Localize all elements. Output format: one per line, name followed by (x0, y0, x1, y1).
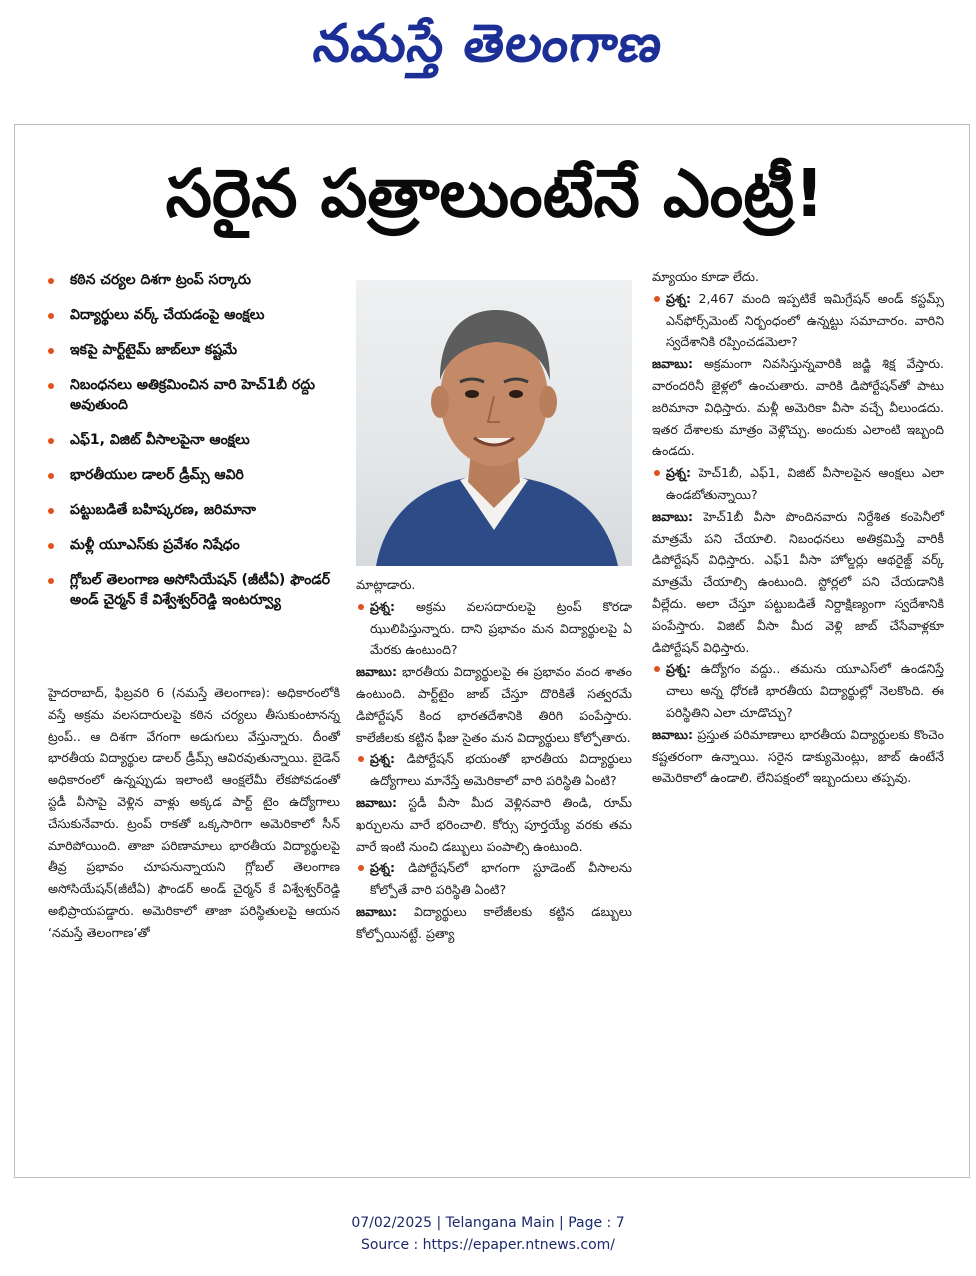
bullet-icon (48, 578, 54, 584)
question-block: ప్రశ్న: హెచ్1బీ, ఎఫ్1, విజిట్ వీసాలపైన ఆంక్షలు ఎలా ఉండబోతున్నాయి? (652, 462, 944, 506)
answer-block: జవాబు: భారతీయ విద్యార్థులపై ఈ ప్రభావం వంద శాతం ఉంటుంది. పార్ట్‌టైం జాబ్ చేస్తూ దొరికితే సత్వరమే డిపోర్టేషన్ కింద భారతదేశానికి తిరిగి పంపేస్తారు. కాలేజీలకు కట్టిన ఫీజు సైతం మన విద్యార్థులు కోల్పోతారు. (356, 664, 632, 745)
article-column-2 (356, 574, 632, 945)
highlights-list (48, 270, 348, 625)
bullet-icon (48, 383, 54, 389)
highlight-item: ఎఫ్1, విజిట్ వీసాలపైనా ఆంక్షలు (48, 430, 348, 450)
question-block: ప్రశ్న: 2,467 మంది ఇప్పటికే ఇమిగ్రేషన్ అండ్ కస్టమ్స్ ఎన్‌ఫోర్స్‌మెంట్ నిర్బంధంలో ఉన్నట్టు సమాచారం. వారిని స్వదేశానికి రప్పించడమెలా? (652, 288, 944, 353)
article-column-3 (652, 266, 944, 789)
answer-block: జవాబు: స్టడీ వీసా మీద వెళ్లినవారి తిండి, రూమ్ ఖర్చులను వారే భరించాలి. కోర్సు పూర్తయ్యే వరకు తమ వారే ఇంటి నుంచి డబ్బులు పంపాల్సి ఉంటుంది. (356, 794, 632, 854)
question-block: ప్రశ్న: డిపోర్టేషన్ భయంతో భారతీయ విద్యార్థులు ఉద్యోగాలు మానేస్తే అమెరికాలో వారి పరిస్థితి ఏంటి? (356, 748, 632, 792)
column-lead-text: మ్యాయం కూడా లేదు. (652, 269, 759, 284)
highlight-item: భారతీయుల డాలర్ డ్రీమ్స్ ఆవిరి (48, 465, 348, 485)
bullet-icon (358, 865, 364, 871)
bullet-icon (48, 348, 54, 354)
highlight-item: గ్లోబల్ తెలంగాణ అసోసియేషన్ (జీటీఏ) ఫౌండర్ అండ్ చైర్మన్ కే విశ్వేశ్వర్‌రెడ్డి ఇంటర్వ్యూ (48, 570, 348, 610)
bullet-icon (654, 296, 660, 302)
intro-paragraph: హైదరాబాద్, ఫిబ్రవరి 6 (నమస్తే తెలంగాణ): అధికారంలోకి వస్తే అక్రమ వలసదారులపై కఠిన చర్యలు తీసుకుంటానన్న ట్రంప్.. ఆ దిశగా వేగంగా అడుగులు వేస్తున్నారు. దీంతో భారతీయ విద్యార్థుల డాలర్ డ్రీమ్స్ ఆవిరవుతున్నాయి. బైడెన్ అధికారంలో ఉన్నప్పుడు ఇలాంటి ఆంక్షలేమీ లేకపోవడంతో స్టడీ వీసాపై వెళ్లిన వాళ్లు అక్కడ పార్ట్ టైం ఉద్యోగాలు చేసుకునేవారు. ట్రంప్ రాకతో ఒక్కసారిగా అమెరికాలో సీన్ మారిపోయింది. తాజా పరిణామాలు భారతీయ విద్యార్థులపై తీవ్ర ప్రభావం చూపనున్నాయని గ్లోబల్ తెలంగాణ అసోసియేషన్(జీటీఏ) ఫౌండర్ అండ్ చైర్మన్ కే విశ్వేశ్వర్‌రెడ్డి అభిప్రాయపడ్డారు. అమెరికాలో తాజా పరిస్థితులపై ఆయన ‘నమస్తే తెలంగాణ’తో (48, 685, 340, 940)
highlight-item: పట్టుబడితే బహిష్కరణ, జరిమానా (48, 500, 348, 520)
bullet-icon (48, 438, 54, 444)
answer-block: జవాబు: ప్రస్తుత పరిమాణాలు భారతీయ విద్యార్థులకు కొంచెం కష్టతరంగా ఉన్నాయి. సరైన డాక్యుమెంట్లు, జాబ్ ఉంటేనే అమెరికాలో ఉండాలి. లేనిపక్షంలో ఇబ్బందులు తప్పవు. (652, 726, 945, 786)
highlight-item: కఠిన చర్యల దిశగా ట్రంప్ సర్కారు (48, 270, 348, 290)
highlight-item: మళ్లీ యూఎస్‌కు ప్రవేశం నిషేధం (48, 535, 348, 555)
answer-block: జవాబు: విద్యార్థులు కాలేజీలకు కట్టిన డబ్బులు కోల్పోయినట్టే. ప్రత్యా (356, 903, 632, 941)
bullet-icon (48, 543, 54, 549)
headline-text: సరైన పత్రాలుంటేనే ఎంట్రీ! (165, 155, 825, 232)
question-block: ప్రశ్న: అక్రమ వలసదారులపై ట్రంప్ కొరడా ఝులిపిస్తున్నారు. దాని ప్రభావం మన విద్యార్థులపై ఏ మేరకు ఉంటుంది? (356, 596, 632, 661)
article-intro-column (48, 682, 340, 944)
newspaper-title: నమస్తే తెలంగాణ (309, 14, 667, 74)
bullet-icon (358, 756, 364, 762)
page-footer (0, 1212, 976, 1256)
bullet-icon (654, 470, 660, 476)
interviewee-photo (356, 280, 632, 566)
edition-info: 07/02/2025 | Telangana Main | Page : 7 (351, 1215, 625, 1231)
bullet-icon (48, 313, 54, 319)
question-block: ప్రశ్న: డిపోర్టేషన్‌లో భాగంగా స్టూడెంట్ వీసాలను కోల్పోతే వారి పరిస్థితి ఏంటి? (356, 857, 632, 901)
answer-block: జవాబు: అక్రమంగా నివసిస్తున్నవారికి జడ్జి శిక్ష వేస్తారు. వారందరినీ జైళ్లలో ఉంచుతారు. వారికి డిపోర్టేషన్‌తో పాటు జరిమానా విధిస్తారు. మళ్లీ అమెరికా వీసా వచ్చే వీలుండదు. ఇతర దేశాలకు మాత్రం వెళ్లొచ్చు. అందుకు ఎలాంటి ఇబ్బంది ఉండదు. (652, 356, 944, 459)
question-block: ప్రశ్న: ఉద్యోగం వద్దు.. తమను యూఎస్‌లో ఉండనిస్తే చాలు అన్న ధోరణి భారతీయ విద్యార్థుల్లో నెలకొంది. ఈ పరిస్థితిని ఎలా చూడొచ్చు? (652, 658, 944, 723)
highlight-item: విద్యార్థులు వర్క్ చేయడంపై ఆంక్షలు (48, 305, 348, 325)
article-headline (20, 134, 970, 254)
answer-block: జవాబు: హెచ్1బీ వీసా పొందినవారు నిర్దేశిత కంపెనీలో మాత్రమే పని చేయాలి. నిబంధనలు అతిక్రమిస్తే వారికీ డిపోర్టేషన్ విధిస్తారు. ఎఫ్1 వీసా హోల్డర్లు ఆథరైజ్డ్ వర్క్ మాత్రమే చేయాల్సి ఉంటుంది. స్టోర్లలో పని చేయడానికి వీల్లేదు. అలా చేస్తూ పట్టుబడితే నిర్దాక్షిణ్యంగా స్వదేశానికి పంపేస్తారు. విజిట్ వీసా మీద వెళ్లి జాబ్ చేసేవాళ్లకూ డిపోర్టేషన్ విధిస్తారు. (652, 508, 944, 655)
bullet-icon (48, 473, 54, 479)
bullet-icon (654, 666, 660, 672)
bullet-icon (358, 604, 364, 610)
bullet-icon (48, 278, 54, 284)
masthead (0, 4, 976, 84)
bullet-icon (48, 508, 54, 514)
highlight-item: ఇకపై పార్ట్‌టైమ్ జాబ్‌లూ కష్టమే (48, 340, 348, 360)
portrait-illustration (356, 280, 632, 566)
source-link[interactable]: Source : https://epaper.ntnews.com/ (360, 1237, 616, 1253)
column-lead-text: మాట్లాడారు. (356, 577, 416, 592)
highlight-item: నిబంధనలు అతిక్రమించిన వారి హెచ్1బీ రద్దు అవుతుంది (48, 375, 348, 415)
